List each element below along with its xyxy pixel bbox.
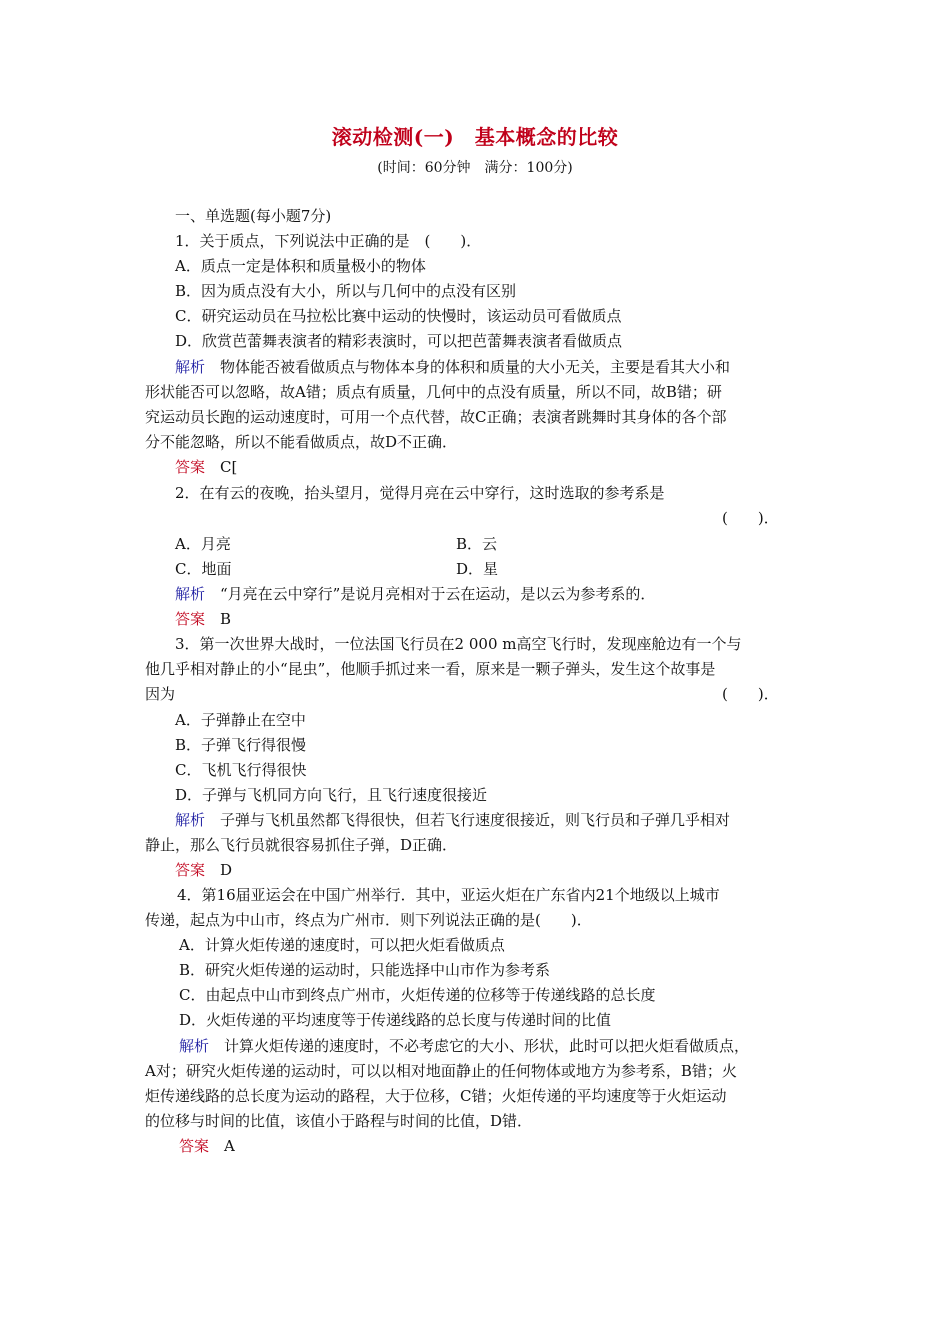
q1-analysis-line-1 xyxy=(175,357,730,377)
q2-option-b: B．云 xyxy=(456,535,498,553)
q4-answer-line xyxy=(179,1136,235,1156)
q2-option-c: C．地面 xyxy=(175,560,232,578)
section-heading: 一、单选题(每小题7分) xyxy=(175,207,332,225)
q3-option-b: B．子弹飞行得很慢 xyxy=(175,736,307,754)
q1-analysis-line-4: 分不能忽略，所以不能看做质点，故D不正确． xyxy=(145,433,458,451)
q1-option-b: B．因为质点没有大小，所以与几何中的点没有区别 xyxy=(175,282,517,300)
page-title: 滚动检测(一) 基本概念的比较 xyxy=(331,125,619,149)
q2-stem: 2．在有云的夜晚，抬头望月，觉得月亮在云中穿行，这时选取的参考系是 xyxy=(175,484,665,502)
q3-stem-line-2: 他几乎相对静止的小“昆虫”，他顺手抓过来一看，原来是一颗子弹头，发生这个故事是 xyxy=(145,660,716,678)
q1-answer-line xyxy=(175,457,237,477)
q4-analysis-line-1 xyxy=(179,1036,749,1056)
q2-answer-value: B xyxy=(205,610,232,628)
q3-answer-value: D xyxy=(205,861,233,879)
q3-analysis-line-2: 静止，那么飞行员就很容易抓住子弹，D正确． xyxy=(145,836,458,854)
q4-analysis-line-3: 炬传递线路的总长度为运动的路程，大于位移，C错；火炬传递的平均速度等于火炬运动 xyxy=(145,1087,727,1105)
q4-analysis-label: 解析 xyxy=(179,1037,210,1055)
q3-answer-line xyxy=(175,860,232,880)
q4-option-b: B．研究火炬传递的运动时，只能选择中山市作为参考系 xyxy=(179,961,551,979)
q2-analysis-text-1: “月亮在云中穿行”是说月亮相对于云在运动，是以云为参考系的． xyxy=(205,585,656,603)
q4-answer-label: 答案 xyxy=(179,1137,210,1155)
q3-stem-line-3: 因为 xyxy=(145,685,176,703)
q1-option-a: A．质点一定是体积和质量极小的物体 xyxy=(175,257,426,275)
q2-analysis-label: 解析 xyxy=(175,585,206,603)
page-subtitle: (时间：60分钟 满分：100分) xyxy=(377,160,573,176)
q2-answer-label: 答案 xyxy=(175,610,206,628)
q3-answer-blank: ( )． xyxy=(722,685,779,703)
q1-answer-value: C[ xyxy=(205,458,238,476)
q1-analysis-line-3: 究运动员长跑的运动速度时，可用一个点代替，故C正确；表演者跳舞时其身体的各个部 xyxy=(145,408,727,426)
q3-analysis-line-1 xyxy=(175,810,730,830)
q4-analysis-line-2: A对；研究火炬传递的运动时，可以以相对地面静止的任何物体或地方为参考系，B错；火 xyxy=(145,1062,737,1080)
q4-stem-line-1: 4．第16届亚运会在中国广州举行．其中，亚运火炬在广东省内21个地级以上城市 xyxy=(177,886,720,904)
q3-answer-label: 答案 xyxy=(175,861,206,879)
q1-stem: 1．关于质点，下列说法中正确的是 ( )． xyxy=(175,232,482,250)
q2-option-d: D．星 xyxy=(456,560,499,578)
q3-analysis-text-1: 子弹与飞机虽然都飞得很快，但若飞行速度很接近，则飞行员和子弹几乎相对 xyxy=(205,811,731,829)
q3-stem-line-1: 3．第一次世界大战时，一位法国飞行员在2 000 m高空飞行时，发现座舱边有一个与 xyxy=(175,635,742,653)
q1-analysis-text-1: 物体能否被看做质点与物体本身的体积和质量的大小无关，主要是看其大小和 xyxy=(205,358,731,376)
q3-option-d: D．子弹与飞机同方向飞行，且飞行速度很接近 xyxy=(175,786,488,804)
q1-option-c: C．研究运动员在马拉松比赛中运动的快慢时，该运动员可看做质点 xyxy=(175,307,622,325)
q4-analysis-line-4: 的位移与时间的比值，该值小于路程与时间的比值，D错． xyxy=(145,1112,533,1130)
q1-analysis-label: 解析 xyxy=(175,358,206,376)
q4-option-d: D．火炬传递的平均速度等于传递线路的总长度与传递时间的比值 xyxy=(179,1011,612,1029)
q1-analysis-line-2: 形状能否可以忽略，故A错；质点有质量，几何中的点没有质量，所以不同，故B错；研 xyxy=(145,383,722,401)
q2-option-a: A．月亮 xyxy=(175,535,231,553)
q4-option-c: C．由起点中山市到终点广州市，火炬传递的位移等于传递线路的总长度 xyxy=(179,986,656,1004)
q1-option-d: D．欣赏芭蕾舞表演者的精彩表演时，可以把芭蕾舞表演者看做质点 xyxy=(175,332,623,350)
q2-answer-blank: ( )． xyxy=(722,509,779,527)
q3-analysis-label: 解析 xyxy=(175,811,206,829)
q4-analysis-text-1: 计算火炬传递的速度时，不必考虑它的大小、形状，此时可以把火炬看做质点， xyxy=(209,1037,750,1055)
q3-option-a: A．子弹静止在空中 xyxy=(175,711,306,729)
q1-answer-label: 答案 xyxy=(175,458,206,476)
q4-option-a: A．计算火炬传递的速度时，可以把火炬看做质点 xyxy=(179,936,505,954)
q3-option-c: C．飞机飞行得很快 xyxy=(175,761,307,779)
q2-answer-line xyxy=(175,609,231,629)
q4-stem-line-2: 传递，起点为中山市，终点为广州市．则下列说法正确的是( )． xyxy=(145,911,592,929)
q2-analysis-line-1 xyxy=(175,584,655,604)
q4-answer-value: A xyxy=(209,1137,235,1155)
